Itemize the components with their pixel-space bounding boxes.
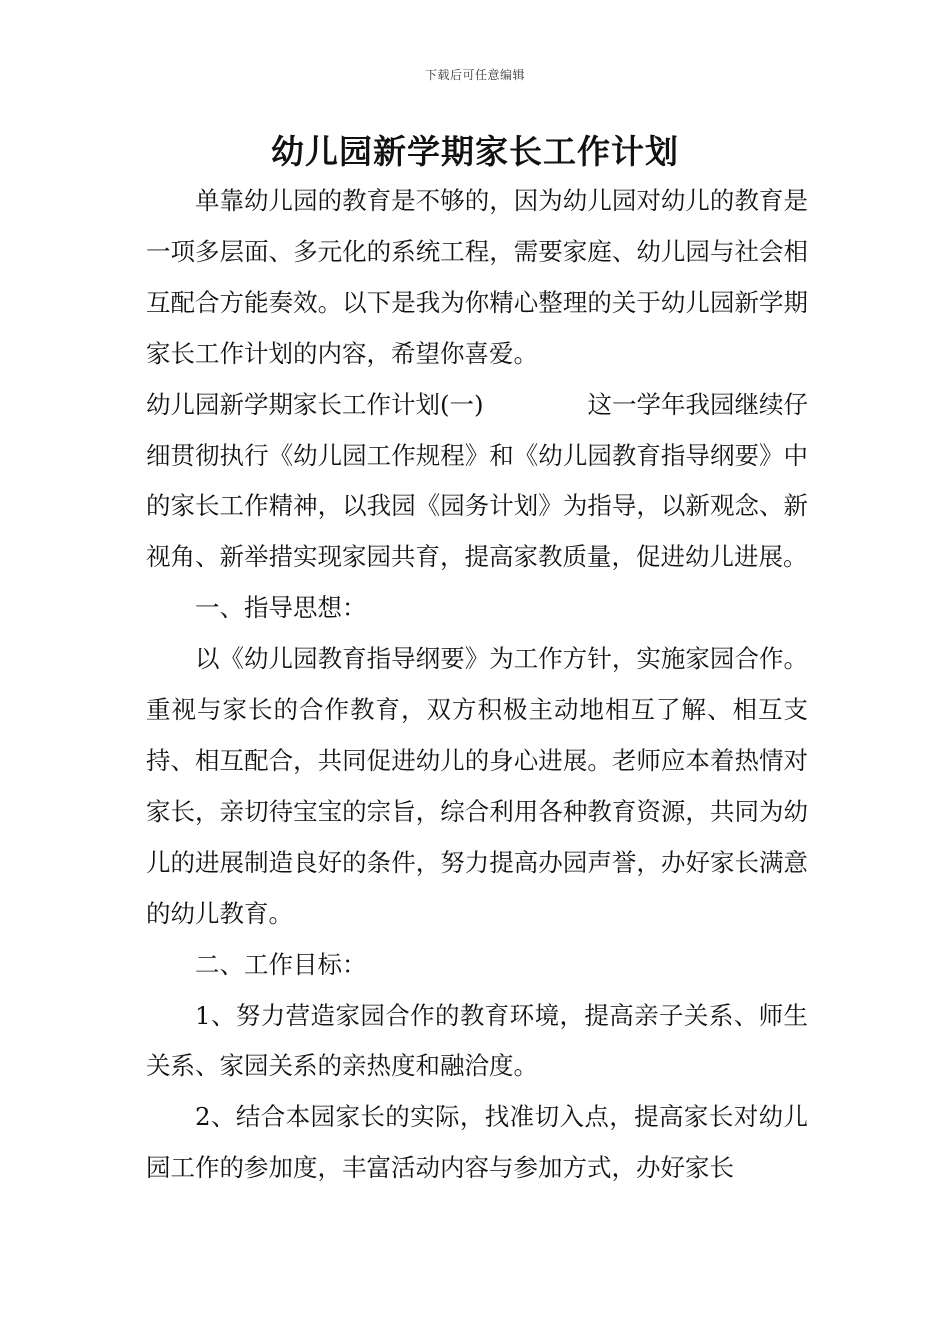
header-note: 下载后可任意编辑 <box>424 68 525 82</box>
heading-guiding-thought: 一、指导思想： <box>195 593 367 623</box>
intro-paragraph: 单靠幼儿园的教育是不够的，因为幼儿园对幼儿的教育是一项多层面、多元化的系统工程，需要家庭、幼儿园与社会相互配合方能奏效。以下是我为你精心整理的关于幼儿园新学期家长工作计划的内容，希望你喜爱。 <box>146 186 808 368</box>
section-title: 幼儿园新学期家长工作计划(一) <box>146 389 484 419</box>
section-body-start: 这一学年我园继续仔 <box>587 389 808 419</box>
guiding-thought-paragraph: 以《幼儿园教育指导纲要》为工作方针，实施家园合作。重视与家长的合作教育，双方积极主动地相互了解、相互支持、相互配合，共同促进幼儿的身心进展。老师应本着热情对家长，亲切待宝宝的宗旨，综合利用各种教育资源，共同为幼儿的进展制造良好的条件，努力提高办园声誉，办好家长满意的幼儿教育。 <box>146 644 808 928</box>
document-title: 幼儿园新学期家长工作计划 <box>271 132 679 171</box>
goal-2-paragraph: 2、结合本园家长的实际，找准切入点，提高家长对幼儿园工作的参加度，丰富活动内容与参加方式，办好家长 <box>146 1102 808 1183</box>
section-heading-line <box>146 380 808 431</box>
goal-1-paragraph: 1、努力营造家园合作的教育环境，提高亲子关系、师生关系、家园关系的亲热度和融洽度。 <box>146 1000 808 1081</box>
section-body-paragraph: 细贯彻执行《幼儿园工作规程》和《幼儿园教育指导纲要》中的家长工作精神，以我园《园务计划》为指导，以新观念、新视角、新举措实现家园共育，提高家教质量，促进幼儿进展。 <box>146 440 808 572</box>
document-body <box>146 176 808 1194</box>
heading-work-goals: 二、工作目标： <box>195 949 367 979</box>
